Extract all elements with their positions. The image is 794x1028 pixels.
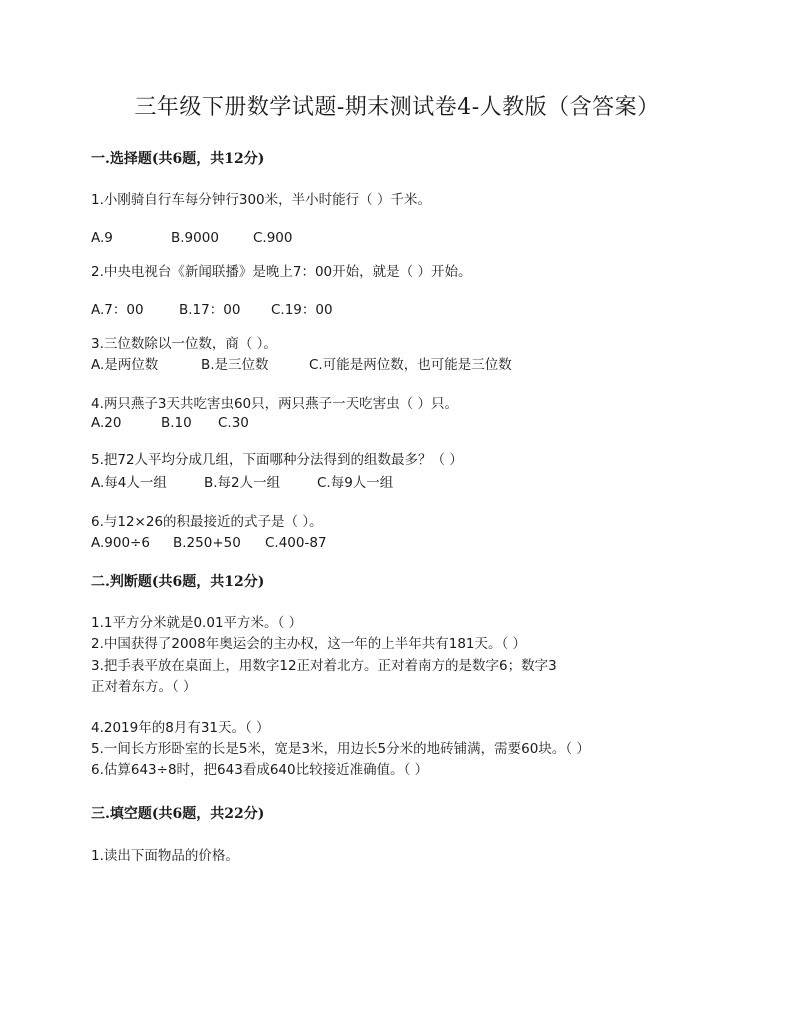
- question-text: 6.与12×26的积最接近的式子是（ ）。: [91, 514, 323, 530]
- question-text: 1.小刚骑自行车每分钟行300米，半小时能行（ ）千米。: [91, 192, 431, 208]
- statement-line: 3.把手表平放在桌面上，用数字12正对着北方。正对着南方的是数字6；数字3: [91, 658, 557, 674]
- question-text: 4.两只燕子3天共吃害虫60只，两只燕子一天吃害虫（ ）只。: [91, 396, 458, 412]
- option: C.30: [218, 415, 249, 431]
- statement-line: 4.2019年的8月有31天。（ ）: [91, 720, 270, 736]
- option: B.是三位数: [201, 357, 269, 373]
- section-heading-choice: 一.选择题(共6题，共12分): [91, 151, 265, 167]
- option: C.每9人一组: [317, 475, 394, 491]
- page-title: 三年级下册数学试题-期末测试卷4-人教版（含答案）: [134, 95, 660, 120]
- section-heading-fill-blank: 三.填空题(共6题，共22分): [91, 806, 265, 822]
- question-text: 5.把72人平均分成几组，下面哪种分法得到的组数最多？（ ）: [91, 452, 463, 468]
- statement-line: 6.估算643÷8时，把643看成640比较接近准确值。（ ）: [91, 762, 429, 778]
- section-heading-judgment: 二.判断题(共6题，共12分): [91, 574, 265, 590]
- option: C.19：00: [271, 302, 333, 318]
- option: A.900÷6: [91, 535, 150, 551]
- question-options: [91, 228, 293, 248]
- question-options: [91, 355, 512, 375]
- question-text: 2.中央电视台《新闻联播》是晚上7：00开始，就是（ ）开始。: [91, 264, 472, 280]
- option: A.9: [91, 230, 113, 246]
- question-options: [91, 413, 249, 433]
- question-options: [91, 300, 333, 320]
- statement-line: 2.中国获得了2008年奥运会的主办权，这一年的上半年共有181天。（ ）: [91, 636, 527, 652]
- option: B.17：00: [179, 302, 241, 318]
- option: C.900: [253, 230, 293, 246]
- question-text: 1.读出下面物品的价格。: [91, 848, 239, 864]
- option: C.400-87: [265, 535, 327, 551]
- option: C.可能是两位数，也可能是三位数: [309, 357, 512, 373]
- option: B.每2人一组: [204, 475, 281, 491]
- option: B.10: [161, 415, 192, 431]
- statement-line: 5.一间长方形卧室的长是5米，宽是3米，用边长5分米的地砖铺满，需要60块。（ ）: [91, 741, 590, 757]
- option: A.每4人一组: [91, 475, 167, 491]
- option: B.9000: [171, 230, 219, 246]
- question-text: 3.三位数除以一位数，商（ ）。: [91, 336, 277, 352]
- option: A.7：00: [91, 302, 144, 318]
- question-options: [91, 473, 393, 493]
- statement-line: 1.1平方分米就是0.01平方米。（ ）: [91, 615, 303, 631]
- question-options: [91, 533, 327, 553]
- option: A.20: [91, 415, 122, 431]
- option: A.是两位数: [91, 357, 159, 373]
- statement-line: 正对着东方。（ ）: [91, 679, 197, 695]
- option: B.250+50: [173, 535, 241, 551]
